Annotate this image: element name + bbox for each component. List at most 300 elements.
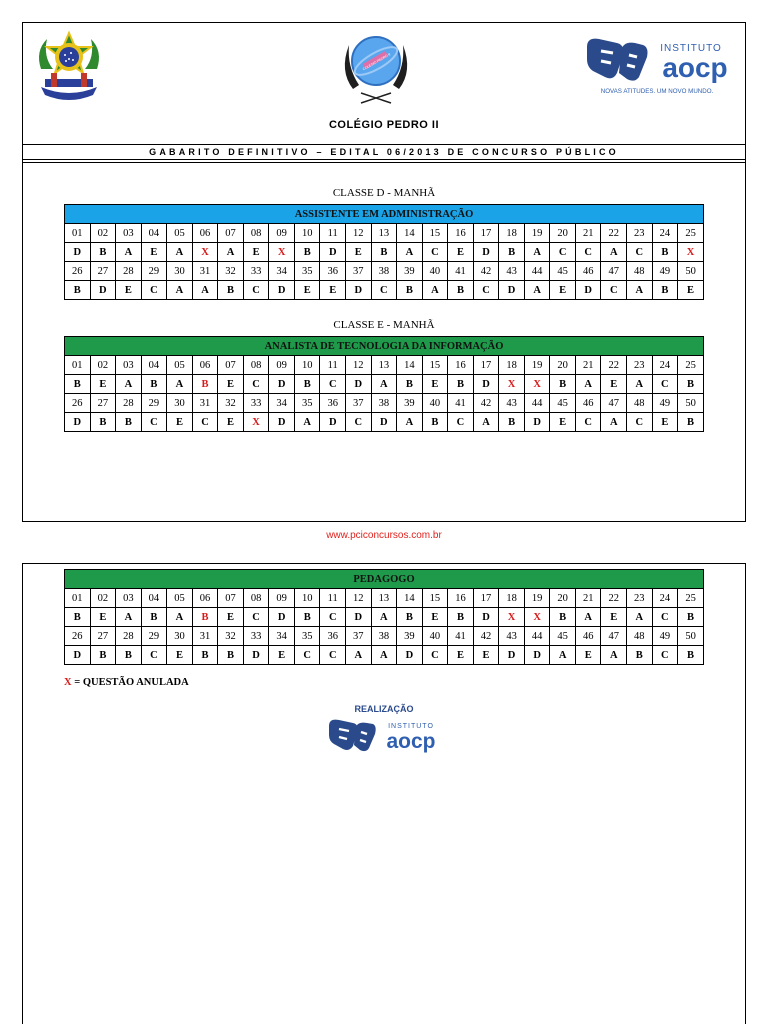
answer-cell: C xyxy=(422,646,448,665)
answer-row xyxy=(65,413,704,432)
document-page-1 xyxy=(22,22,746,522)
question-number-cell: 16 xyxy=(448,356,474,375)
answer-cell: X xyxy=(678,243,704,262)
question-number-cell: 48 xyxy=(627,627,653,646)
question-number-cell: 19 xyxy=(524,356,550,375)
answer-cell: B xyxy=(652,243,678,262)
question-number-cell: 13 xyxy=(371,589,397,608)
answer-cell: E xyxy=(422,375,448,394)
question-number-cell: 04 xyxy=(141,589,167,608)
question-number-cell: 32 xyxy=(218,394,244,413)
answer-cell: B xyxy=(192,608,218,627)
question-number-cell: 09 xyxy=(269,589,295,608)
answer-cell: D xyxy=(243,646,269,665)
answer-cell: E xyxy=(90,375,116,394)
answer-cell: B xyxy=(141,608,167,627)
answer-cell: B xyxy=(550,608,576,627)
question-number-cell: 25 xyxy=(678,224,704,243)
answer-cell: C xyxy=(448,413,474,432)
question-number-cell: 15 xyxy=(422,356,448,375)
number-row xyxy=(65,394,704,413)
answer-cell: A xyxy=(167,375,193,394)
number-row xyxy=(65,224,704,243)
answer-cell: B xyxy=(65,281,91,300)
question-number-cell: 08 xyxy=(243,589,269,608)
question-number-cell: 16 xyxy=(448,589,474,608)
answer-cell: C xyxy=(371,281,397,300)
question-number-cell: 47 xyxy=(601,262,627,281)
answer-cell: B xyxy=(627,646,653,665)
answer-cell: B xyxy=(192,375,218,394)
answer-cell: A xyxy=(397,243,423,262)
answer-cell: E xyxy=(218,375,244,394)
answer-cell: D xyxy=(269,281,295,300)
question-number-cell: 02 xyxy=(90,224,116,243)
question-number-cell: 09 xyxy=(269,356,295,375)
answer-cell: D xyxy=(269,413,295,432)
question-number-cell: 07 xyxy=(218,224,244,243)
answer-cell: B xyxy=(422,413,448,432)
question-number-cell: 20 xyxy=(550,224,576,243)
answer-cell: D xyxy=(90,281,116,300)
answer-cell: D xyxy=(371,413,397,432)
answer-cell: C xyxy=(141,281,167,300)
question-number-cell: 20 xyxy=(550,589,576,608)
answer-cell: E xyxy=(294,281,320,300)
question-number-cell: 47 xyxy=(601,627,627,646)
answer-cell: C xyxy=(320,608,346,627)
question-number-cell: 30 xyxy=(167,262,193,281)
question-number-cell: 49 xyxy=(652,627,678,646)
question-number-cell: 31 xyxy=(192,262,218,281)
site-link[interactable]: www.pciconcursos.com.br xyxy=(326,530,442,541)
colegio-pedro-ii-seal-icon xyxy=(331,27,421,107)
section-title: PEDAGOGO xyxy=(65,570,704,589)
answer-cell: C xyxy=(243,281,269,300)
aocp-name-small-text: aocp xyxy=(386,730,436,753)
question-number-cell: 17 xyxy=(473,589,499,608)
question-number-cell: 33 xyxy=(243,394,269,413)
question-number-cell: 39 xyxy=(397,394,423,413)
question-number-cell: 45 xyxy=(550,627,576,646)
answer-cell: E xyxy=(601,375,627,394)
answer-row xyxy=(65,646,704,665)
question-number-cell: 46 xyxy=(575,262,601,281)
answer-cell: D xyxy=(320,243,346,262)
answer-cell: D xyxy=(524,413,550,432)
answer-table-pedagogo xyxy=(64,569,704,665)
answer-cell: E xyxy=(90,608,116,627)
question-number-cell: 18 xyxy=(499,589,525,608)
answer-cell: E xyxy=(167,646,193,665)
question-number-cell: 13 xyxy=(371,356,397,375)
question-number-cell: 44 xyxy=(524,262,550,281)
answer-cell: B xyxy=(678,375,704,394)
legend-symbol: X xyxy=(64,677,72,688)
question-number-cell: 38 xyxy=(371,627,397,646)
answer-cell: C xyxy=(141,646,167,665)
answer-row xyxy=(65,281,704,300)
answer-cell: D xyxy=(65,413,91,432)
aocp-instituto-text: INSTITUTO xyxy=(660,43,722,54)
question-number-cell: 39 xyxy=(397,262,423,281)
question-number-cell: 23 xyxy=(627,224,653,243)
answer-cell: C xyxy=(627,243,653,262)
question-number-cell: 35 xyxy=(294,627,320,646)
question-number-cell: 26 xyxy=(65,262,91,281)
question-number-cell: 07 xyxy=(218,356,244,375)
document-page-2 xyxy=(22,563,746,1024)
answer-cell: B xyxy=(397,608,423,627)
answer-cell: A xyxy=(550,646,576,665)
answer-cell: C xyxy=(294,646,320,665)
answer-cell: A xyxy=(192,281,218,300)
section-title: ANALISTA DE TECNOLOGIA DA INFORMAÇÃO xyxy=(65,337,704,356)
answer-cell: B xyxy=(116,646,142,665)
answer-cell: B xyxy=(678,608,704,627)
answer-row xyxy=(65,608,704,627)
question-number-cell: 14 xyxy=(397,589,423,608)
question-number-cell: 11 xyxy=(320,224,346,243)
question-number-cell: 12 xyxy=(346,589,372,608)
question-number-cell: 06 xyxy=(192,356,218,375)
answer-cell: D xyxy=(346,375,372,394)
answer-cell: A xyxy=(167,281,193,300)
answer-cell: A xyxy=(601,413,627,432)
answer-table-analista xyxy=(64,336,704,432)
answer-cell: E xyxy=(678,281,704,300)
answer-cell: B xyxy=(218,281,244,300)
question-number-cell: 28 xyxy=(116,262,142,281)
answer-cell: A xyxy=(371,608,397,627)
answer-grid xyxy=(64,569,704,665)
answer-cell: D xyxy=(499,281,525,300)
question-number-cell: 37 xyxy=(346,627,372,646)
answer-cell: C xyxy=(652,375,678,394)
answer-cell: A xyxy=(371,375,397,394)
answer-cell: C xyxy=(243,375,269,394)
question-number-cell: 37 xyxy=(346,262,372,281)
answer-cell: A xyxy=(346,646,372,665)
question-number-cell: 08 xyxy=(243,224,269,243)
answer-cell: B xyxy=(192,646,218,665)
answer-cell: D xyxy=(575,281,601,300)
answer-cell: D xyxy=(65,646,91,665)
question-number-cell: 16 xyxy=(448,224,474,243)
class-label-d: CLASSE D - MANHÃ xyxy=(332,187,436,199)
answer-cell: D xyxy=(269,608,295,627)
question-number-cell: 25 xyxy=(678,589,704,608)
answer-cell: A xyxy=(422,281,448,300)
answer-cell: E xyxy=(550,281,576,300)
question-number-cell: 45 xyxy=(550,394,576,413)
answer-cell: A xyxy=(371,646,397,665)
question-number-cell: 19 xyxy=(524,589,550,608)
answer-cell: X xyxy=(499,608,525,627)
question-number-cell: 40 xyxy=(422,627,448,646)
question-number-cell: 33 xyxy=(243,627,269,646)
answer-cell: B xyxy=(90,646,116,665)
answer-cell: A xyxy=(627,281,653,300)
answer-cell: B xyxy=(678,646,704,665)
question-number-cell: 21 xyxy=(575,224,601,243)
answer-cell: E xyxy=(116,281,142,300)
question-number-cell: 38 xyxy=(371,394,397,413)
question-number-cell: 15 xyxy=(422,589,448,608)
answer-cell: B xyxy=(448,608,474,627)
question-number-cell: 47 xyxy=(601,394,627,413)
question-number-cell: 01 xyxy=(65,589,91,608)
answer-cell: B xyxy=(678,413,704,432)
answer-cell: B xyxy=(397,281,423,300)
question-number-cell: 22 xyxy=(601,589,627,608)
answer-cell: C xyxy=(243,608,269,627)
question-number-cell: 36 xyxy=(320,262,346,281)
answer-cell: A xyxy=(294,413,320,432)
answer-cell: E xyxy=(346,243,372,262)
number-row xyxy=(65,627,704,646)
question-number-cell: 43 xyxy=(499,394,525,413)
question-number-cell: 29 xyxy=(141,394,167,413)
answer-cell: B xyxy=(294,243,320,262)
brazil-coat-of-arms-icon xyxy=(31,29,107,111)
answer-cell: E xyxy=(473,646,499,665)
answer-cell: X xyxy=(269,243,295,262)
answer-cell: A xyxy=(524,243,550,262)
question-number-cell: 32 xyxy=(218,262,244,281)
answer-cell: D xyxy=(346,608,372,627)
question-number-cell: 42 xyxy=(473,394,499,413)
question-number-cell: 41 xyxy=(448,394,474,413)
answer-cell: B xyxy=(448,375,474,394)
answer-cell: D xyxy=(65,243,91,262)
answer-cell: E xyxy=(652,413,678,432)
question-number-cell: 36 xyxy=(320,627,346,646)
answer-cell: A xyxy=(397,413,423,432)
question-number-cell: 34 xyxy=(269,262,295,281)
question-number-cell: 18 xyxy=(499,224,525,243)
question-number-cell: 11 xyxy=(320,356,346,375)
answer-cell: X xyxy=(243,413,269,432)
question-number-cell: 13 xyxy=(371,224,397,243)
question-number-cell: 43 xyxy=(499,262,525,281)
answer-cell: E xyxy=(218,608,244,627)
question-number-cell: 31 xyxy=(192,394,218,413)
number-row xyxy=(65,356,704,375)
question-number-cell: 50 xyxy=(678,627,704,646)
question-number-cell: 06 xyxy=(192,589,218,608)
question-number-cell: 42 xyxy=(473,262,499,281)
answer-cell: D xyxy=(320,413,346,432)
answer-cell: E xyxy=(141,243,167,262)
question-number-cell: 33 xyxy=(243,262,269,281)
answer-cell: C xyxy=(346,413,372,432)
answer-cell: C xyxy=(141,413,167,432)
answer-cell: A xyxy=(627,608,653,627)
question-number-cell: 10 xyxy=(294,356,320,375)
aocp-slogan-text: NOVAS ATITUDES. UM NOVO MUNDO. xyxy=(600,88,714,95)
question-number-cell: 46 xyxy=(575,627,601,646)
question-number-cell: 38 xyxy=(371,262,397,281)
question-number-cell: 36 xyxy=(320,394,346,413)
question-number-cell: 37 xyxy=(346,394,372,413)
divider xyxy=(23,159,745,160)
question-number-cell: 05 xyxy=(167,589,193,608)
question-number-cell: 03 xyxy=(116,356,142,375)
answer-cell: A xyxy=(575,375,601,394)
answer-cell: E xyxy=(218,413,244,432)
question-number-cell: 35 xyxy=(294,262,320,281)
question-number-cell: 27 xyxy=(90,262,116,281)
answer-cell: X xyxy=(192,243,218,262)
question-number-cell: 29 xyxy=(141,627,167,646)
question-number-cell: 06 xyxy=(192,224,218,243)
answer-cell: C xyxy=(627,413,653,432)
question-number-cell: 26 xyxy=(65,627,91,646)
question-number-cell: 42 xyxy=(473,627,499,646)
answer-row xyxy=(65,375,704,394)
answer-cell: B xyxy=(65,608,91,627)
question-number-cell: 29 xyxy=(141,262,167,281)
answer-cell: X xyxy=(524,608,550,627)
question-number-cell: 44 xyxy=(524,627,550,646)
question-number-cell: 22 xyxy=(601,224,627,243)
answer-cell: C xyxy=(473,281,499,300)
answer-cell: B xyxy=(550,375,576,394)
question-number-cell: 27 xyxy=(90,394,116,413)
question-number-cell: 39 xyxy=(397,627,423,646)
question-number-cell: 28 xyxy=(116,394,142,413)
answer-cell: B xyxy=(294,375,320,394)
answer-cell: A xyxy=(116,608,142,627)
question-number-cell: 48 xyxy=(627,394,653,413)
answer-cell: A xyxy=(627,375,653,394)
answer-cell: D xyxy=(524,646,550,665)
answer-cell: B xyxy=(397,375,423,394)
answer-cell: D xyxy=(397,646,423,665)
question-number-cell: 21 xyxy=(575,589,601,608)
question-number-cell: 14 xyxy=(397,356,423,375)
question-number-cell: 35 xyxy=(294,394,320,413)
question-number-cell: 27 xyxy=(90,627,116,646)
question-number-cell: 40 xyxy=(422,394,448,413)
question-number-cell: 34 xyxy=(269,627,295,646)
question-number-cell: 19 xyxy=(524,224,550,243)
answer-cell: C xyxy=(320,375,346,394)
college-name: COLÉGIO PEDRO II xyxy=(328,119,440,131)
question-number-cell: 25 xyxy=(678,356,704,375)
answer-cell: D xyxy=(473,243,499,262)
question-number-cell: 34 xyxy=(269,394,295,413)
seal-text: COLÉGIO PEDRO II xyxy=(361,52,392,72)
question-number-cell: 03 xyxy=(116,589,142,608)
question-number-cell: 49 xyxy=(652,262,678,281)
question-number-cell: 07 xyxy=(218,589,244,608)
number-row xyxy=(65,262,704,281)
answer-cell: B xyxy=(448,281,474,300)
realizacao-label: REALIZAÇÃO xyxy=(354,704,414,714)
question-number-cell: 24 xyxy=(652,356,678,375)
question-number-cell: 40 xyxy=(422,262,448,281)
question-number-cell: 12 xyxy=(346,224,372,243)
answer-cell: A xyxy=(218,243,244,262)
question-number-cell: 11 xyxy=(320,589,346,608)
question-number-cell: 24 xyxy=(652,224,678,243)
question-number-cell: 24 xyxy=(652,589,678,608)
answer-cell: C xyxy=(575,413,601,432)
answer-cell: A xyxy=(524,281,550,300)
question-number-cell: 05 xyxy=(167,356,193,375)
answer-table-assistente xyxy=(64,204,704,300)
question-number-cell: 15 xyxy=(422,224,448,243)
answer-cell: E xyxy=(550,413,576,432)
class-label-e: CLASSE E - MANHÃ xyxy=(333,319,435,331)
answer-cell: D xyxy=(499,646,525,665)
question-number-cell: 46 xyxy=(575,394,601,413)
answer-cell: A xyxy=(116,375,142,394)
question-number-cell: 30 xyxy=(167,627,193,646)
answer-cell: E xyxy=(448,646,474,665)
question-number-cell: 21 xyxy=(575,356,601,375)
answer-cell: C xyxy=(192,413,218,432)
question-number-cell: 17 xyxy=(473,356,499,375)
question-number-cell: 28 xyxy=(116,627,142,646)
answer-cell: D xyxy=(473,375,499,394)
question-number-cell: 18 xyxy=(499,356,525,375)
question-number-cell: 44 xyxy=(524,394,550,413)
question-number-cell: 14 xyxy=(397,224,423,243)
answer-cell: C xyxy=(652,646,678,665)
answer-cell: C xyxy=(422,243,448,262)
question-number-cell: 48 xyxy=(627,262,653,281)
answer-cell: B xyxy=(65,375,91,394)
answer-cell: C xyxy=(652,608,678,627)
divider xyxy=(23,162,745,163)
question-number-cell: 41 xyxy=(448,627,474,646)
answer-cell: E xyxy=(167,413,193,432)
gabarito-title: GABARITO DEFINITIVO – EDITAL 06/2013 DE CONCURSO PÚBLICO xyxy=(149,147,619,157)
question-number-cell: 20 xyxy=(550,356,576,375)
question-number-cell: 41 xyxy=(448,262,474,281)
question-number-cell: 23 xyxy=(627,356,653,375)
answer-cell: B xyxy=(294,608,320,627)
answer-cell: B xyxy=(218,646,244,665)
answer-cell: E xyxy=(448,243,474,262)
question-number-cell: 49 xyxy=(652,394,678,413)
answer-cell: B xyxy=(116,413,142,432)
question-number-cell: 50 xyxy=(678,262,704,281)
question-number-cell: 10 xyxy=(294,224,320,243)
question-number-cell: 10 xyxy=(294,589,320,608)
answer-cell: C xyxy=(320,646,346,665)
answer-cell: A xyxy=(473,413,499,432)
answer-cell: A xyxy=(167,243,193,262)
question-number-cell: 01 xyxy=(65,356,91,375)
answer-cell: B xyxy=(371,243,397,262)
answer-cell: C xyxy=(575,243,601,262)
question-number-cell: 50 xyxy=(678,394,704,413)
answer-cell: A xyxy=(601,243,627,262)
divider xyxy=(23,144,745,145)
answer-cell: B xyxy=(499,413,525,432)
aocp-instituto-small-text: INSTITUTO xyxy=(388,723,434,730)
question-number-cell: 02 xyxy=(90,356,116,375)
question-number-cell: 23 xyxy=(627,589,653,608)
aocp-logo-small-icon xyxy=(327,714,447,764)
answer-cell: A xyxy=(575,608,601,627)
section-title: ASSISTENTE EM ADMINISTRAÇÃO xyxy=(65,205,704,224)
answer-cell: C xyxy=(550,243,576,262)
